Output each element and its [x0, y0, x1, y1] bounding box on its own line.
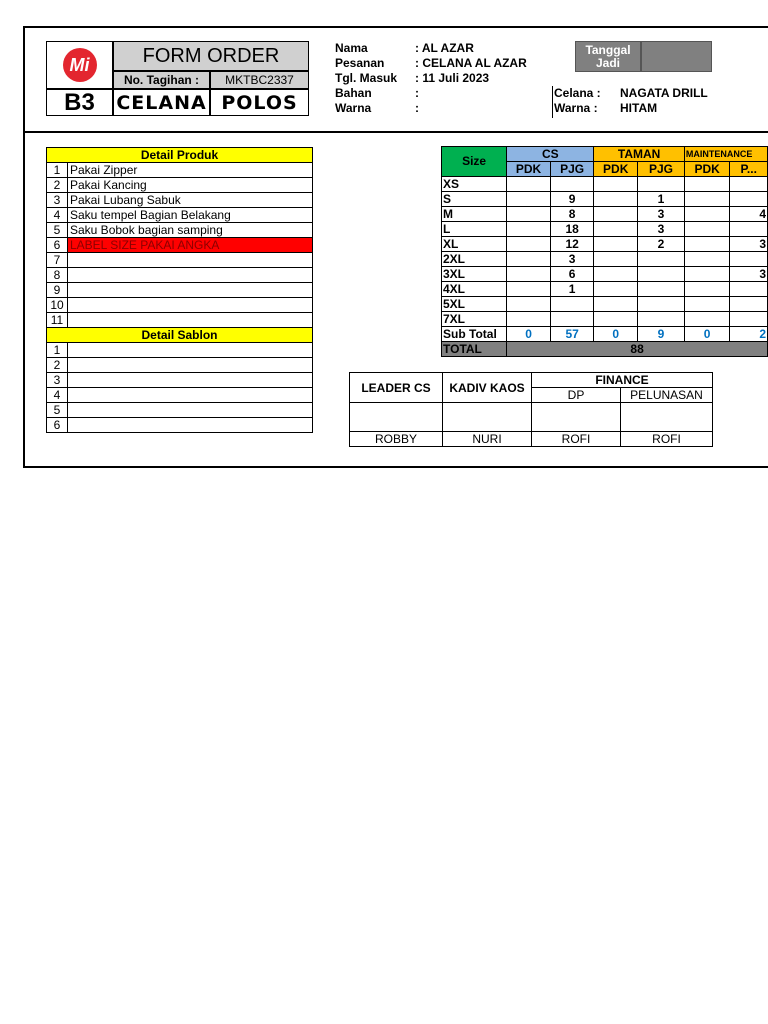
table-row: [47, 208, 313, 223]
row-text[interactable]: [68, 388, 313, 403]
kadiv-kaos-header: KADIV KAOS: [443, 373, 532, 403]
row-text[interactable]: Saku Bobok bagian samping: [68, 223, 313, 238]
quantity-cell[interactable]: [638, 282, 685, 297]
tanggal-jadi-label: Tanggal Jadi: [575, 41, 641, 72]
subtotal-cell: 2: [730, 327, 768, 342]
table-row: [47, 193, 313, 208]
sub-header: P...: [730, 162, 768, 177]
quantity-cell[interactable]: [507, 237, 551, 252]
row-number: 6: [47, 418, 68, 433]
quantity-cell[interactable]: [684, 237, 730, 252]
signature-table: [349, 372, 713, 447]
quantity-cell[interactable]: [638, 252, 685, 267]
customer-value: : CELANA AL AZAR: [415, 56, 527, 70]
info-divider: [552, 86, 553, 118]
row-text[interactable]: [68, 313, 313, 328]
row-text[interactable]: [68, 253, 313, 268]
total-label: TOTAL: [442, 342, 507, 357]
quantity-cell[interactable]: 9: [550, 192, 593, 207]
brand-logo: [46, 41, 113, 89]
dp-sign[interactable]: [532, 403, 621, 432]
subtotal-cell: 57: [550, 327, 593, 342]
customer-value: :: [415, 101, 419, 115]
sub-header: PDK: [594, 162, 638, 177]
row-number: 3: [47, 193, 68, 208]
customer-label: Tgl. Masuk: [335, 71, 398, 85]
quantity-cell[interactable]: [594, 192, 638, 207]
quantity-cell[interactable]: [507, 282, 551, 297]
row-number: 4: [47, 208, 68, 223]
quantity-cell[interactable]: 3: [730, 267, 768, 282]
quantity-cell[interactable]: [684, 312, 730, 327]
quantity-cell[interactable]: [730, 192, 768, 207]
row-text[interactable]: [68, 403, 313, 418]
quantity-cell[interactable]: [684, 282, 730, 297]
table-row: [47, 418, 313, 433]
customer-row: [335, 101, 527, 116]
size-header: Size: [442, 147, 507, 177]
row-number: 11: [47, 313, 68, 328]
row-text[interactable]: Saku tempel Bagian Belakang: [68, 208, 313, 223]
quantity-cell[interactable]: [638, 297, 685, 312]
subtotal-cell: 0: [684, 327, 730, 342]
quantity-cell[interactable]: 12: [550, 237, 593, 252]
sub-header: PJG: [550, 162, 593, 177]
quantity-cell[interactable]: [507, 312, 551, 327]
sub-header: PDK: [507, 162, 551, 177]
product-type: CELANA: [113, 89, 210, 116]
row-text[interactable]: Pakai Lubang Sabuk: [68, 193, 313, 208]
header-divider: [23, 131, 768, 133]
logo-icon: Mi: [63, 48, 97, 82]
quantity-cell[interactable]: [507, 297, 551, 312]
row-text[interactable]: [68, 418, 313, 433]
size-label: 4XL: [442, 282, 507, 297]
detail-sablon-table: [46, 327, 313, 433]
leader-cs-sign[interactable]: [350, 403, 443, 432]
row-number: 5: [47, 223, 68, 238]
table-row: [47, 373, 313, 388]
table-row: [442, 237, 768, 252]
pelunasan-header: PELUNASAN: [621, 388, 713, 403]
quantity-cell[interactable]: [594, 237, 638, 252]
table-row: [47, 358, 313, 373]
quantity-cell[interactable]: [594, 282, 638, 297]
row-number: 4: [47, 388, 68, 403]
row-text[interactable]: Pakai Zipper: [68, 163, 313, 178]
table-row: [442, 312, 768, 327]
table-row: [47, 223, 313, 238]
detail-produk-table: [46, 147, 313, 328]
detail_produk-title: Detail Produk: [47, 148, 313, 163]
quantity-cell[interactable]: [638, 312, 685, 327]
row-number: 5: [47, 403, 68, 418]
row-text[interactable]: [68, 343, 313, 358]
row-text[interactable]: [68, 298, 313, 313]
pelunasan-sign[interactable]: [621, 403, 713, 432]
size-label: 3XL: [442, 267, 507, 282]
sub-header: PJG: [638, 162, 685, 177]
celana-value: NAGATA DRILL: [620, 86, 708, 100]
group-header: MAINTENANCE: [684, 147, 767, 162]
table-row: [442, 207, 768, 222]
row-text[interactable]: [68, 268, 313, 283]
table-row: [47, 313, 313, 328]
quantity-cell[interactable]: [550, 297, 593, 312]
quantity-cell[interactable]: [730, 282, 768, 297]
dp-header: DP: [532, 388, 621, 403]
subtotal-cell: 0: [594, 327, 638, 342]
product-variant: POLOS: [210, 89, 309, 116]
quantity-cell[interactable]: [507, 192, 551, 207]
customer-info: [335, 41, 527, 116]
table-row: [442, 297, 768, 312]
subtotal-label: Sub Total: [442, 327, 507, 342]
quantity-cell[interactable]: 3: [638, 222, 685, 237]
leader-cs-name: ROBBY: [350, 432, 443, 447]
quantity-cell[interactable]: [507, 267, 551, 282]
table-row: [442, 192, 768, 207]
size-table: [441, 146, 768, 357]
quantity-cell[interactable]: [507, 177, 551, 192]
quantity-cell[interactable]: [684, 222, 730, 237]
row-number: 1: [47, 163, 68, 178]
quantity-cell[interactable]: [684, 267, 730, 282]
quantity-cell[interactable]: [550, 177, 593, 192]
row-number: 1: [47, 343, 68, 358]
customer-row: [335, 71, 527, 86]
row-number: 9: [47, 283, 68, 298]
quantity-cell[interactable]: [638, 177, 685, 192]
quantity-cell[interactable]: [730, 177, 768, 192]
customer-label: Warna: [335, 101, 372, 115]
customer-value: : 11 Juli 2023: [415, 71, 490, 85]
table-row: [442, 222, 768, 237]
customer-label: Bahan: [335, 86, 372, 100]
customer-row: [335, 41, 527, 56]
kadiv-kaos-name: NURI: [443, 432, 532, 447]
table-row: [47, 238, 313, 253]
customer-label: Nama: [335, 41, 368, 55]
size-label: XS: [442, 177, 507, 192]
row-text[interactable]: [68, 358, 313, 373]
subtotal-cell: 0: [507, 327, 551, 342]
row-number: 7: [47, 253, 68, 268]
row-text[interactable]: [68, 373, 313, 388]
size-label: XL: [442, 237, 507, 252]
quantity-cell[interactable]: 4: [730, 207, 768, 222]
invoice-label: No. Tagihan :: [113, 71, 210, 89]
form-title: FORM ORDER: [113, 41, 309, 71]
row-text[interactable]: [68, 283, 313, 298]
customer-label: Pesanan: [335, 56, 385, 70]
quantity-cell[interactable]: 1: [638, 192, 685, 207]
group-header: TAMAN: [594, 147, 684, 162]
size-label: M: [442, 207, 507, 222]
row-number: 2: [47, 358, 68, 373]
table-row: [442, 252, 768, 267]
table-row: [47, 403, 313, 418]
quantity-cell[interactable]: 18: [550, 222, 593, 237]
row-number: 3: [47, 373, 68, 388]
kadiv-kaos-sign[interactable]: [443, 403, 532, 432]
quantity-cell[interactable]: [594, 297, 638, 312]
dp-name: ROFI: [532, 432, 621, 447]
quantity-cell[interactable]: [684, 177, 730, 192]
table-row: [47, 298, 313, 313]
finance-header: FINANCE: [532, 373, 713, 388]
size-label: 7XL: [442, 312, 507, 327]
table-row: [47, 253, 313, 268]
quantity-cell[interactable]: [684, 207, 730, 222]
row-text[interactable]: LABEL SIZE PAKAI ANGKA: [68, 238, 313, 253]
sub-header: PDK: [684, 162, 730, 177]
table-row: [47, 178, 313, 193]
row-text[interactable]: Pakai Kancing: [68, 178, 313, 193]
quantity-cell[interactable]: 3: [730, 237, 768, 252]
tanggal-jadi-field[interactable]: [641, 41, 712, 72]
quantity-cell[interactable]: [507, 222, 551, 237]
size-label: 2XL: [442, 252, 507, 267]
table-row: [47, 163, 313, 178]
table-row: [442, 282, 768, 297]
table-row: [442, 267, 768, 282]
quantity-cell[interactable]: [730, 222, 768, 237]
quantity-cell[interactable]: 1: [550, 282, 593, 297]
quantity-cell[interactable]: [594, 177, 638, 192]
row-number: 2: [47, 178, 68, 193]
quantity-cell[interactable]: [594, 267, 638, 282]
celana-label: Celana :: [554, 86, 601, 100]
table-row: [47, 268, 313, 283]
quantity-cell[interactable]: 6: [550, 267, 593, 282]
quantity-cell[interactable]: [730, 312, 768, 327]
size-label: 5XL: [442, 297, 507, 312]
quantity-cell[interactable]: [638, 267, 685, 282]
customer-value: :: [415, 86, 419, 100]
quantity-cell[interactable]: [594, 222, 638, 237]
total-value: 88: [507, 342, 768, 357]
table-row: [47, 388, 313, 403]
table-row: [442, 177, 768, 192]
size-label: S: [442, 192, 507, 207]
customer-value: : AL AZAR: [415, 41, 474, 55]
quantity-cell[interactable]: [684, 192, 730, 207]
quantity-cell[interactable]: [594, 207, 638, 222]
quantity-cell[interactable]: 3: [638, 207, 685, 222]
leader-cs-header: LEADER CS: [350, 373, 443, 403]
customer-row: [335, 56, 527, 71]
pelunasan-name: ROFI: [621, 432, 713, 447]
table-row: [47, 283, 313, 298]
subtotal-cell: 9: [638, 327, 685, 342]
group-header: CS: [507, 147, 594, 162]
quantity-cell[interactable]: [594, 252, 638, 267]
quantity-cell[interactable]: [507, 207, 551, 222]
detail_sablon-title: Detail Sablon: [47, 328, 313, 343]
row-number: 6: [47, 238, 68, 253]
quantity-cell[interactable]: [550, 312, 593, 327]
quantity-cell[interactable]: 8: [550, 207, 593, 222]
quantity-cell[interactable]: [507, 252, 551, 267]
row-number: 10: [47, 298, 68, 313]
quantity-cell[interactable]: [730, 297, 768, 312]
form-code: B3: [46, 89, 113, 116]
warna-value: HITAM: [620, 101, 658, 115]
quantity-cell[interactable]: [684, 297, 730, 312]
quantity-cell[interactable]: 2: [638, 237, 685, 252]
quantity-cell[interactable]: [730, 252, 768, 267]
quantity-cell[interactable]: 3: [550, 252, 593, 267]
quantity-cell[interactable]: [594, 312, 638, 327]
size-label: L: [442, 222, 507, 237]
invoice-number: MKTBC2337: [210, 71, 309, 89]
table-row: [47, 343, 313, 358]
row-number: 8: [47, 268, 68, 283]
quantity-cell[interactable]: [684, 252, 730, 267]
warna-label: Warna :: [554, 101, 598, 115]
customer-row: [335, 86, 527, 101]
